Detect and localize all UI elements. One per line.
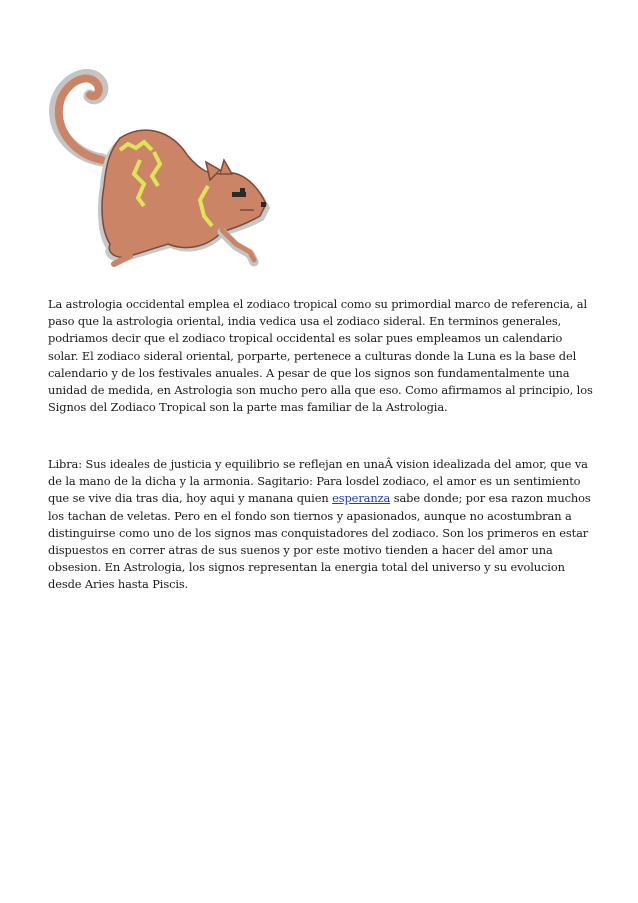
intro-paragraph: La astrologia occidental emplea el zodiaco tropical como su primordial marco de referencia, al paso que la astrologia oriental, india vedica usa el zodiaco sideral. En terminos generales, podriamos decir que el zodiaco tropical occidental es solar pues empleamos un calendario solar. El zodiaco sideral oriental, porparte, pertenece a culturas donde la Luna es la base del calendario y de los festivales anuales. A pesar de que los signos son fundamentalmente una unidad de medida, en Astrologia son mucho pero alla que eso. Como afirmamos al principio, los Signos del Zodiaco Tropical son la parte mas familiar de la Astrologia.: [48, 297, 593, 415]
body-paragraph-text-after: sabe donde; por esa razon muchos los tachan de veletas. Pero en el fondo son tiernos y apasionados, aunque no acostumbran a distinguirse como uno de los signos mas conquistadores del zodiaco. Son los primeros en estar dispuestos en correr atras de sus suenos y por este motivo tienden a hacer del amor una obsesion. En Astrologia, los signos representan la energia total del universo y su evolucion desde Aries hasta Piscis.: [48, 491, 591, 592]
body-paragraph-text-before: Libra: Sus ideales de justicia y equilibrio se reflejan en unaÂ vision idealizada del amor, que va de la mano de la dicha y la armonia. Sagitario: Para losdel zodiaco, el amor es un sentimiento que se vive dia tras dia, hoy aqui y manana quien: [48, 457, 588, 506]
rat-zodiac-pixel-icon: [40, 60, 280, 275]
esperanza-link[interactable]: esperanza: [332, 491, 391, 506]
body-paragraph: [48, 456, 596, 594]
